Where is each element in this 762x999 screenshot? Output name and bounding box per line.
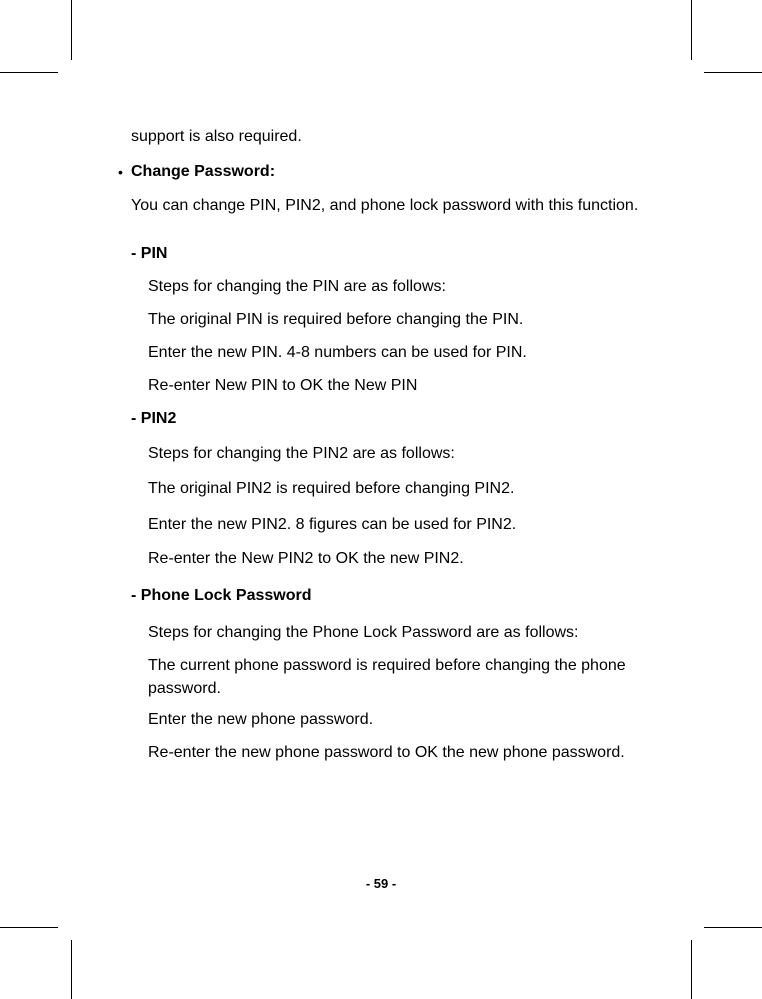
crop-mark xyxy=(0,927,58,928)
crop-mark xyxy=(71,0,72,60)
subsection-title-pin: - PIN xyxy=(131,245,168,262)
step-text: Re-enter New PIN to OK the New PIN xyxy=(148,377,418,394)
page-number: - 59 - xyxy=(365,876,397,891)
description-paragraph: You can change PIN, PIN2, and phone lock password with this function. xyxy=(131,197,639,214)
subsection-title-pin2: - PIN2 xyxy=(131,410,177,427)
section-heading: Change Password: xyxy=(131,163,276,180)
step-text: Enter the new PIN. 4-8 numbers can be used for PIN. xyxy=(148,344,527,361)
crop-mark xyxy=(691,0,692,60)
step-text: Re-enter the New PIN2 to OK the new PIN2. xyxy=(148,550,464,567)
subsection-title-phone-lock: - Phone Lock Password xyxy=(131,587,312,604)
crop-mark xyxy=(691,940,692,999)
step-text: Steps for changing the Phone Lock Password are as follows: xyxy=(148,624,579,641)
step-text: Enter the new phone password. xyxy=(148,711,374,728)
step-text: Enter the new PIN2. 8 figures can be used for PIN2. xyxy=(148,516,517,533)
step-text: Steps for changing the PIN are as follows: xyxy=(148,278,446,295)
crop-mark xyxy=(0,72,58,73)
step-text: The original PIN is required before changing the PIN. xyxy=(148,311,524,328)
step-text: The current phone password is required before changing the phone password. xyxy=(148,657,626,697)
step-text: Steps for changing the PIN2 are as follows: xyxy=(148,445,455,462)
step-text: Re-enter the new phone password to OK the new phone password. xyxy=(148,744,625,761)
crop-mark xyxy=(704,927,762,928)
step-text: The original PIN2 is required before changing PIN2. xyxy=(148,480,515,497)
crop-mark xyxy=(704,72,762,73)
intro-text: support is also required. xyxy=(131,128,302,145)
bullet-icon: • xyxy=(118,164,123,180)
crop-mark xyxy=(71,940,72,999)
